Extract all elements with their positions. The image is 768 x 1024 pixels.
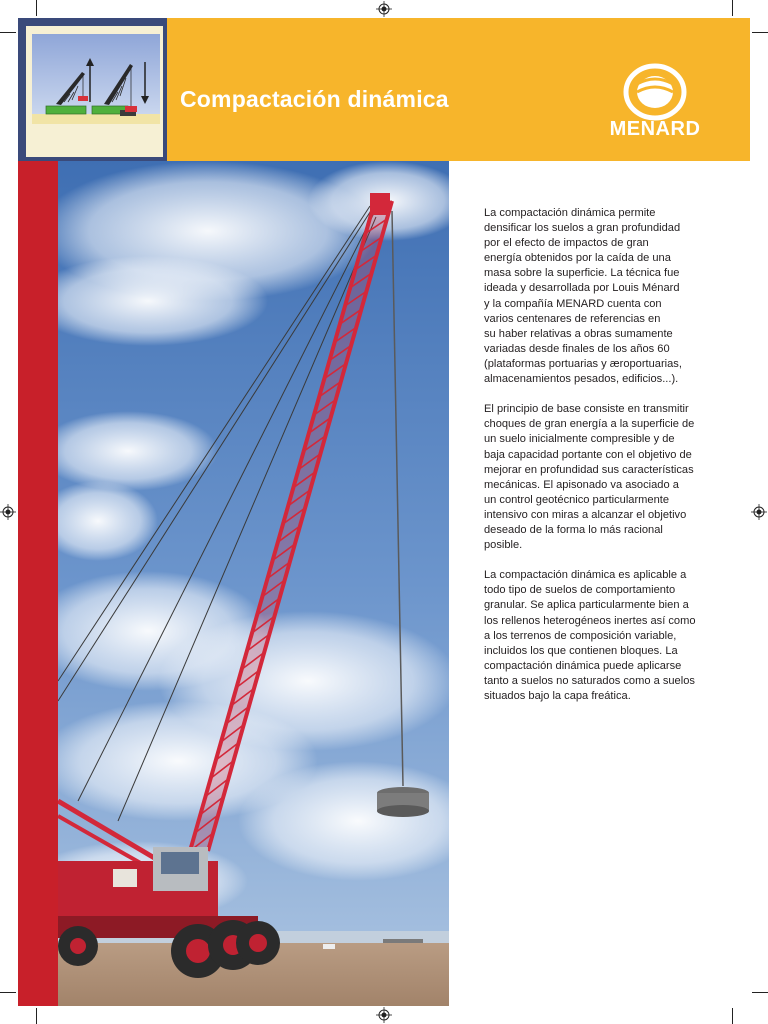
text-line: variadas desde finales de los años 60 [484, 342, 670, 355]
page-title: Compactación dinámica [180, 86, 449, 112]
text-line: densificar los suelos a gran profundidad [484, 222, 681, 235]
text-line: deseado de la forma lo más racional [484, 523, 663, 536]
text-line: choques de gran energía a la superficie de [484, 418, 695, 431]
crop-mark [752, 992, 768, 993]
text-line: mejorar en profundidad sus características [484, 463, 694, 476]
crop-mark [0, 32, 16, 33]
crawler-crane-photo [58, 161, 449, 1006]
crop-mark [36, 1008, 37, 1024]
text-line: su haber relativas a obras sumamente [484, 327, 673, 340]
text-line: a los terrenos de composición variable, [484, 629, 677, 642]
text-line: (plataformas portuarias y æroportuarias, [484, 357, 682, 370]
registration-mark-icon [376, 1, 392, 17]
text-line: intensivo con miras a alcanzar el objetivo [484, 508, 687, 521]
text-line: incluidos los que contienen bloques. La [484, 644, 678, 657]
compaction-diagram-icon [26, 26, 163, 157]
text-line: todo tipo de suelos de comportamiento [484, 584, 676, 597]
crop-mark [0, 992, 16, 993]
text-line: y la compañía MENARD cuenta con [484, 297, 662, 310]
text-line: varios centenares de referencias en [484, 312, 661, 325]
text-line: un suelo inicialmente compresible y de [484, 433, 675, 446]
crop-mark [36, 0, 37, 16]
crop-mark [752, 32, 768, 33]
body-text [484, 206, 724, 719]
registration-mark-icon [0, 504, 16, 520]
registration-mark-icon [751, 504, 767, 520]
paragraph-3 [484, 568, 724, 704]
text-line: La compactación dinámica es aplicable a [484, 569, 687, 582]
text-line: granular. Se aplica particularmente bien a [484, 599, 689, 612]
paragraph-2 [484, 402, 724, 553]
text-line: almacenamientos pesados, edificios...). [484, 373, 679, 386]
crop-mark [732, 1008, 733, 1024]
text-line: baja capacidad portante con el objetivo de [484, 448, 692, 461]
text-line: por el efecto de impactos de gran [484, 237, 649, 250]
side-accent-bar [18, 161, 58, 1006]
text-line: ideada y desarrollada por Louis Ménard [484, 282, 680, 295]
paragraph-1 [484, 206, 724, 387]
logo-text: MENARD [609, 118, 701, 140]
text-line: energía obtenidos por la caída de una [484, 252, 671, 265]
text-line: situados bajo la capa freática. [484, 690, 631, 702]
text-line: posible. [484, 539, 523, 552]
text-line: un control geotécnico particularmente [484, 493, 670, 506]
text-line: La compactación dinámica permite [484, 207, 656, 219]
registration-mark-icon [376, 1007, 392, 1023]
text-line: tanto a suelos no saturados como a suelos [484, 674, 695, 687]
text-line: masa sobre la superficie. La técnica fue [484, 267, 680, 280]
text-line: los rellenos heterogéneos inertes así como [484, 614, 696, 627]
text-line: mecánicas. El apisonado va asociado a [484, 478, 679, 491]
text-line: compactación dinámica puede aplicarse [484, 659, 682, 672]
crop-mark [732, 0, 733, 16]
text-line: El principio de base consiste en transmitir [484, 403, 689, 416]
